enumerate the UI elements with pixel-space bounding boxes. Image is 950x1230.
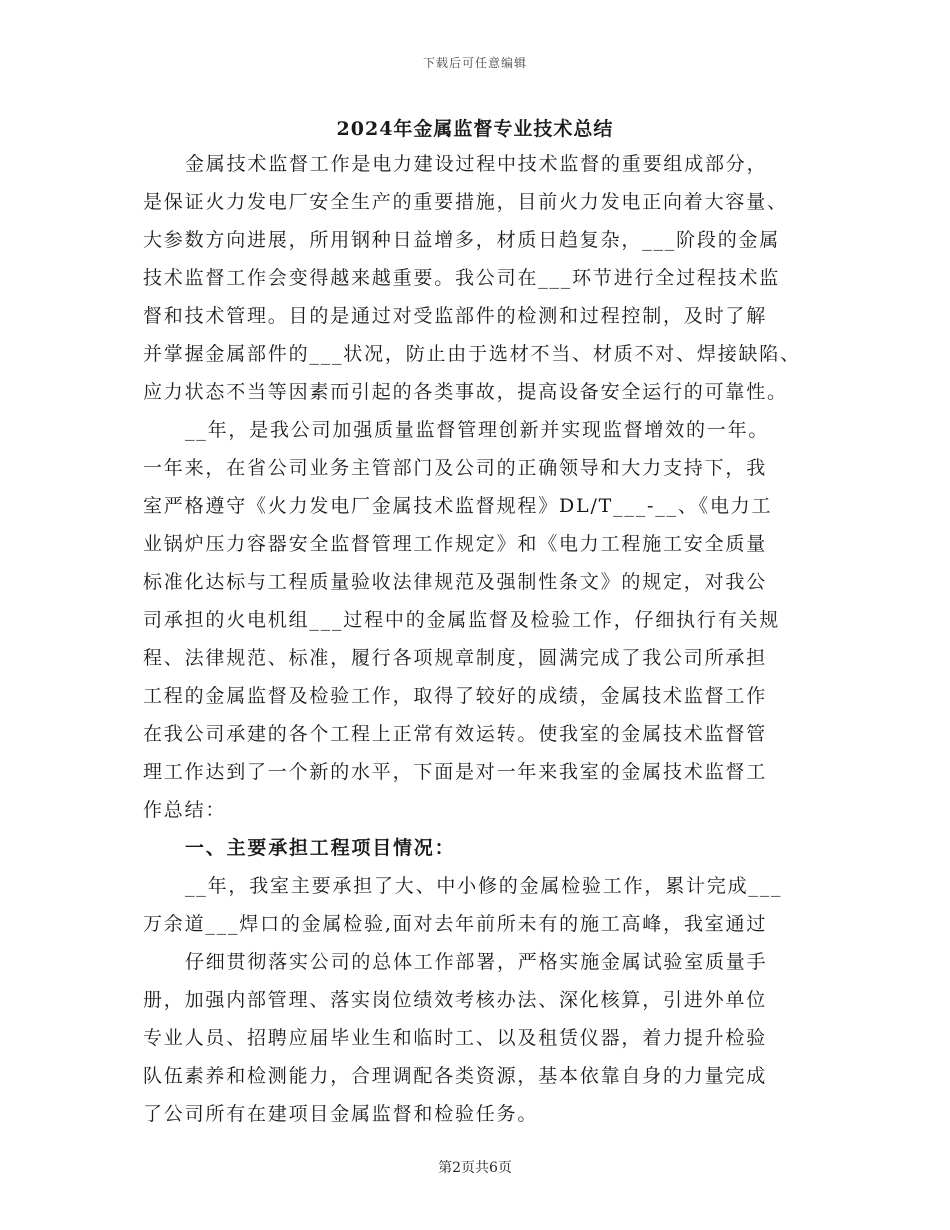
body-line: 了公司所有在建项目金属监督和检验任务。 (143, 1103, 539, 1125)
document-body (143, 145, 815, 1133)
body-line: 作总结： (143, 799, 227, 821)
body-line: 程、法律规范、标准，履行各项规章制度，圆满完成了我公司所承担 (143, 647, 768, 669)
body-line: 标准化达标与工程质量验收法律规范及强制性条文》的规定，对我公 (143, 571, 768, 593)
body-line: 仔细贯彻落实公司的总体工作部署，严格实施金属试验室质量手 (185, 951, 768, 973)
body-line: 工程的金属监督及检验工作，取得了较好的成绩，金属技术监督工作 (143, 685, 768, 707)
document-title: 2024年金属监督专业技术总结 (336, 118, 614, 140)
body-line: 业锅炉压力容器安全监督管理工作规定》和《电力工程施工安全质量 (143, 533, 768, 555)
body-line: 司承担的火电机组___过程中的金属监督及检验工作，仔细执行有关规 (143, 609, 781, 631)
body-line: 在我公司承建的各个工程上正常有效运转。使我室的金属技术监督管 (143, 723, 768, 745)
body-line: 技术监督工作会变得越来越重要。我公司在___环节进行全过程技术监 (143, 267, 781, 289)
body-line: 专业人员、招聘应届毕业生和临时工、以及租赁仪器，着力提升检验 (143, 1027, 768, 1049)
body-line: 室严格遵守《火力发电厂金属技术监督规程》DL/T___-__、《电力工 (143, 495, 773, 517)
body-line: 是保证火力发电厂安全生产的重要措施，目前火力发电正向着大容量、 (143, 191, 788, 213)
body-line: 万余道___焊口的金属检验,面对去年前所未有的施工高峰，我室通过 (143, 913, 768, 935)
header-note: 下载后可任意编辑 (422, 56, 527, 70)
body-line: 金属技术监督工作是电力建设过程中技术监督的重要组成部分， (185, 153, 768, 175)
page-number: 第2页共6页 (438, 1160, 512, 1176)
body-line: __年，我室主要承担了大、中小修的金属检验工作，累计完成___ (185, 875, 783, 897)
body-line: 队伍素养和检测能力，合理调配各类资源，基本依靠自身的力量完成 (143, 1065, 768, 1087)
body-line: __年，是我公司加强质量监督管理创新并实现监督增效的一年。 (185, 419, 770, 441)
body-line: 大参数方向进展，所用钢种日益增多，材质日趋复杂，___阶段的金属 (143, 229, 781, 251)
body-line: 一年来，在省公司业务主管部门及公司的正确领导和大力支持下，我 (143, 457, 768, 479)
body-line: 督和技术管理。目的是通过对受监部件的检测和过程控制，及时了解 (143, 305, 768, 327)
body-line: 册，加强内部管理、落实岗位绩效考核办法、深化核算，引进外单位 (143, 989, 768, 1011)
body-line: 并掌握金属部件的___状况，防止由于选材不当、材质不对、焊接缺陷、 (143, 343, 801, 365)
body-line: 理工作达到了一个新的水平，下面是对一年来我室的金属技术监督工 (143, 761, 768, 783)
section-heading: 一、主要承担工程项目情况： (185, 837, 456, 859)
body-line: 应力状态不当等因素而引起的各类事故，提高设备安全运行的可靠性。 (143, 381, 788, 403)
